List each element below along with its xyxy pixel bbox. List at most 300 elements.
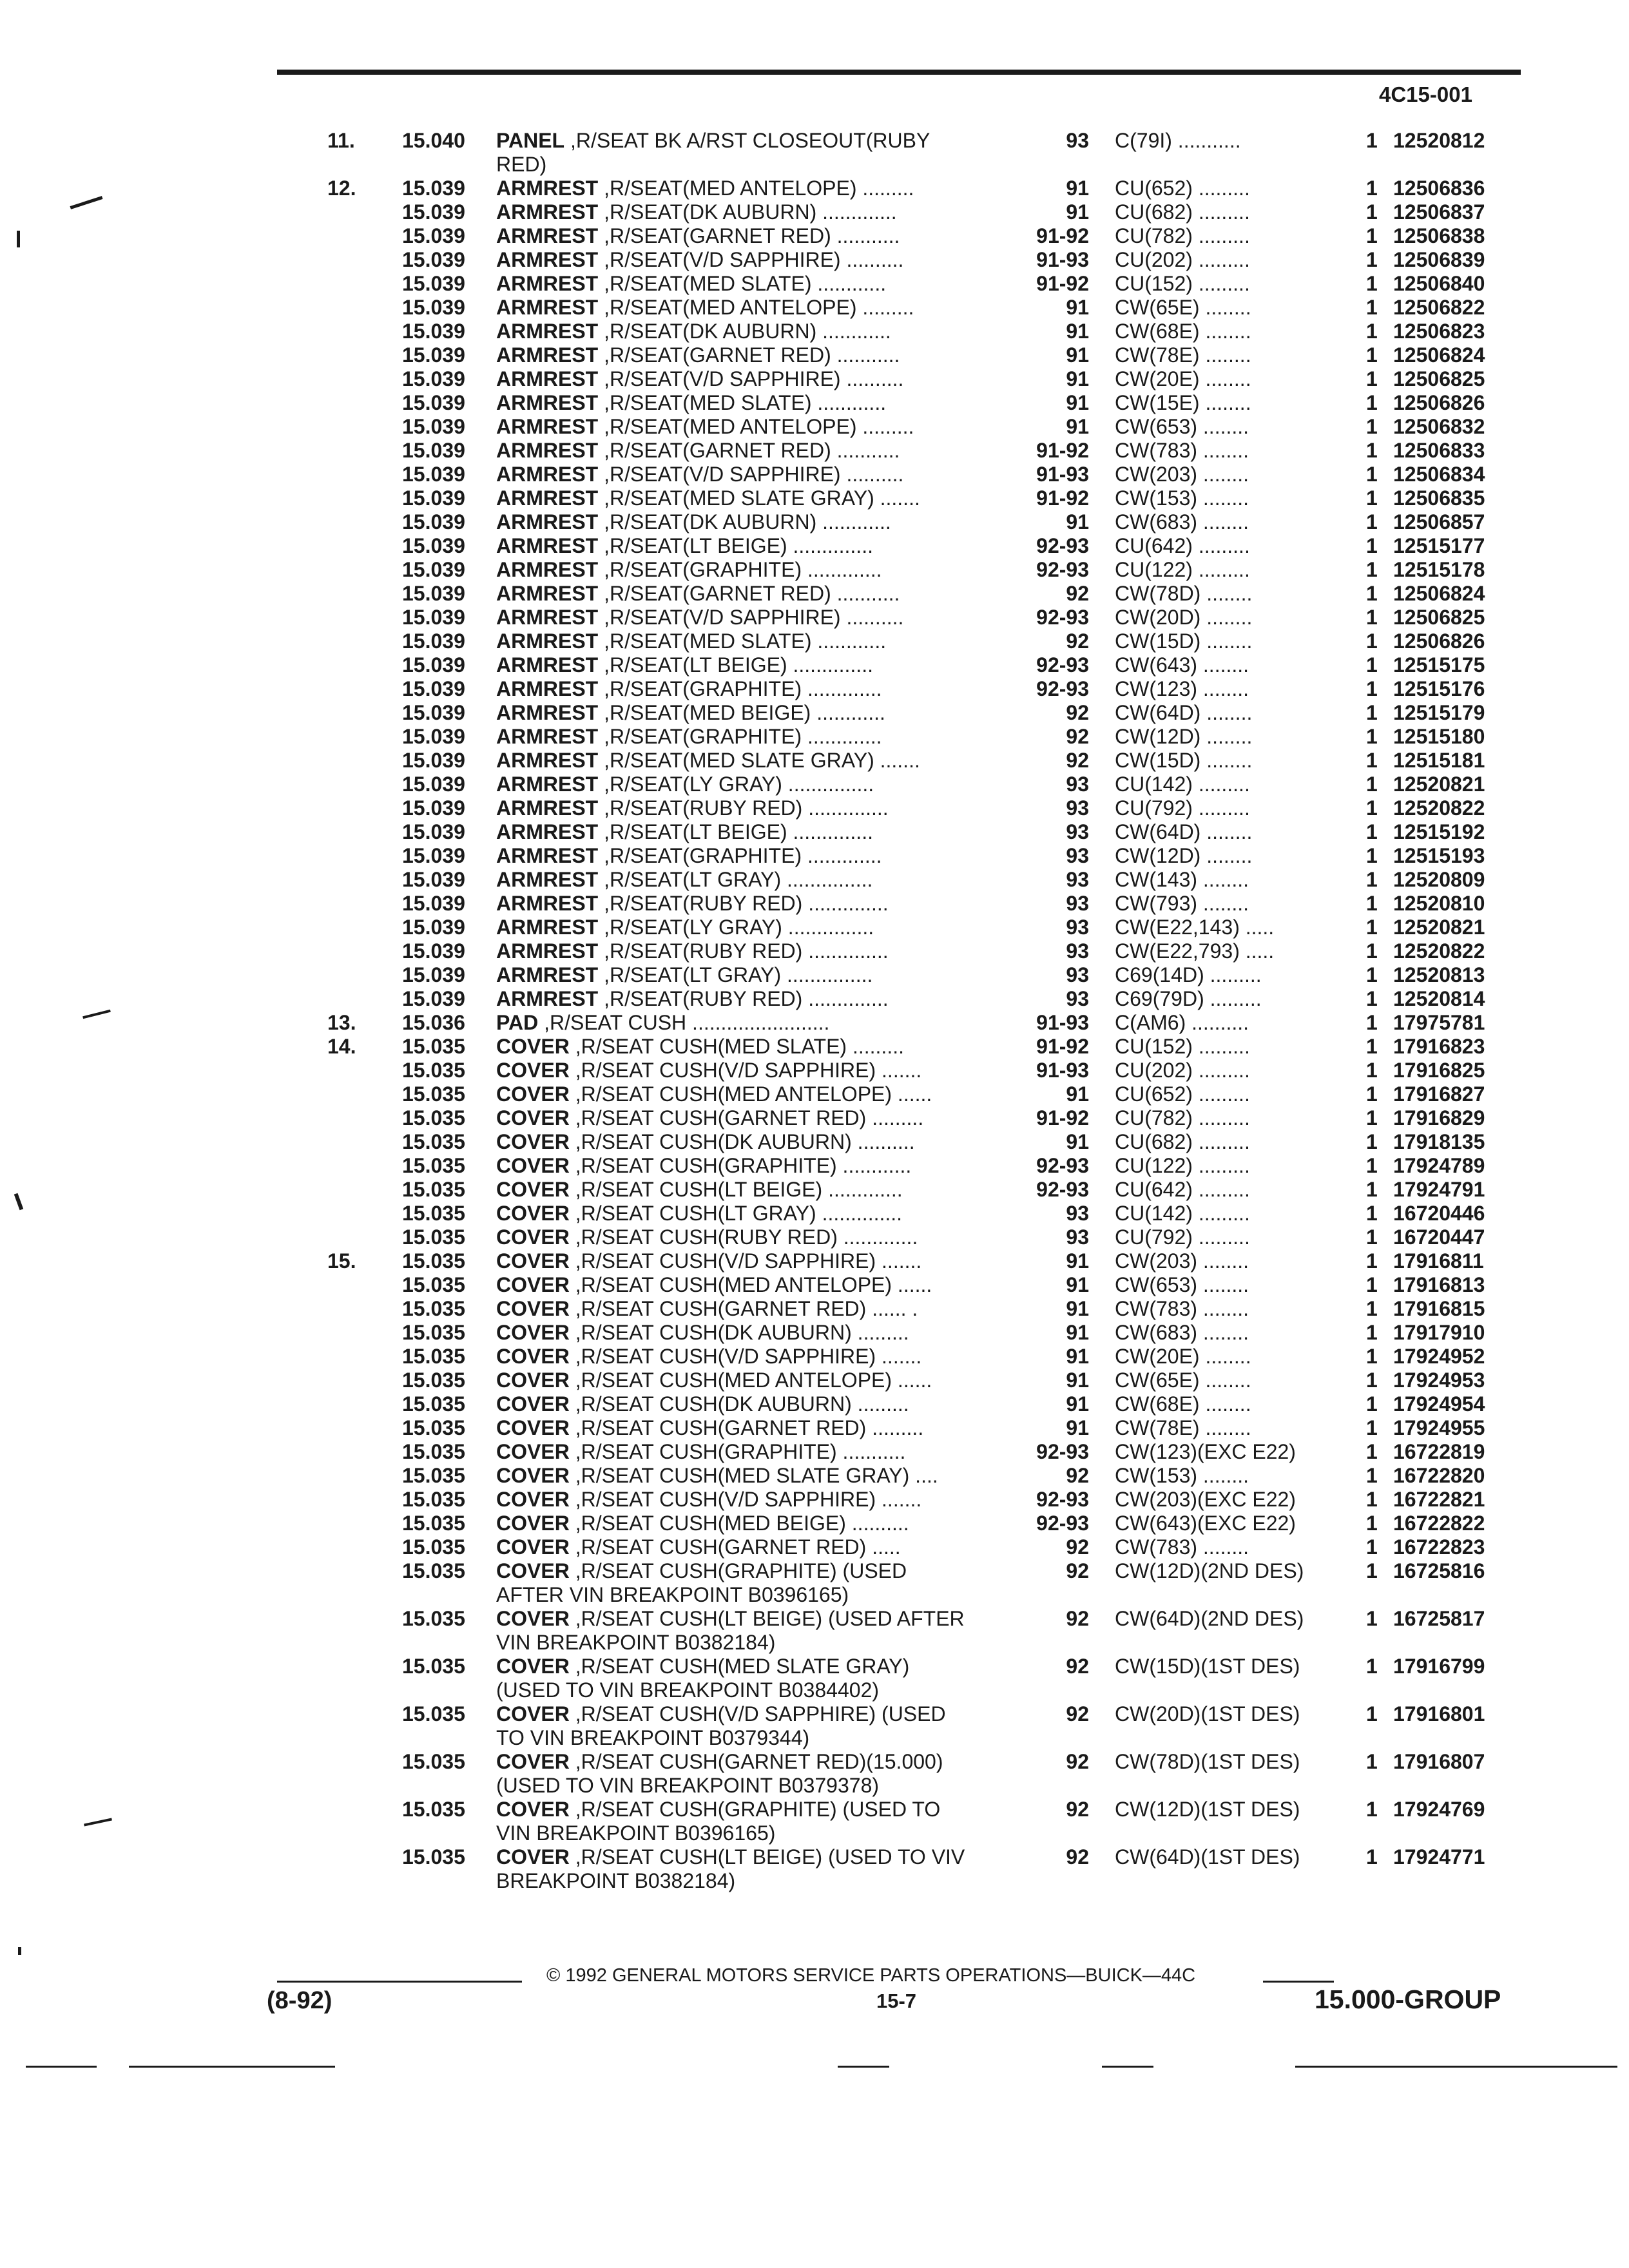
- table-row: [0, 963, 1629, 987]
- ref-number: 14.: [327, 1035, 356, 1058]
- part-noun: COVER: [496, 1321, 570, 1344]
- group-number: 15.035: [402, 1035, 465, 1058]
- part-number: 12506833: [1393, 439, 1485, 462]
- part-noun: COVER: [496, 1369, 570, 1392]
- part-detail-continued: (USED TO VIN BREAKPOINT B0384402): [496, 1678, 880, 1702]
- group-number: 15.035: [402, 1345, 465, 1368]
- part-description: [496, 629, 886, 653]
- part-description: [496, 296, 914, 320]
- part-description: [496, 1249, 921, 1273]
- part-detail: ,R/SEAT(GARNET RED) ...........: [604, 439, 900, 462]
- option-code: CW(653) ........: [1115, 1273, 1249, 1296]
- part-detail: ,R/SEAT CUSH(GARNET RED) .........: [575, 1106, 924, 1129]
- part-noun: COVER: [496, 1702, 570, 1725]
- part-description: [496, 415, 914, 439]
- table-row: [0, 1273, 1629, 1297]
- table-row: [0, 1512, 1629, 1535]
- part-noun: ARMREST: [496, 963, 599, 986]
- table-row: [0, 343, 1629, 367]
- quantity: 1: [1366, 558, 1378, 581]
- part-noun: ARMREST: [496, 534, 599, 557]
- part-noun: COVER: [496, 1464, 570, 1487]
- part-description: [496, 534, 873, 558]
- option-code: CW(15D)(1ST DES): [1115, 1655, 1300, 1678]
- part-noun: ARMREST: [496, 773, 599, 796]
- part-noun: ARMREST: [496, 725, 599, 748]
- part-noun: ARMREST: [496, 653, 599, 677]
- part-detail-continued: VIN BREAKPOINT B0382184): [496, 1631, 776, 1654]
- part-number: 17916825: [1393, 1059, 1485, 1082]
- quantity: 1: [1366, 796, 1378, 820]
- model-year: 92-93: [1036, 534, 1089, 557]
- table-row: [0, 939, 1629, 963]
- part-detail: ,R/SEAT(V/D SAPPHIRE) ..........: [604, 463, 904, 486]
- table-row: [0, 773, 1629, 796]
- part-noun: ARMREST: [496, 200, 599, 224]
- part-detail: ,R/SEAT(GRAPHITE) .............: [604, 844, 882, 867]
- part-detail-continued: AFTER VIN BREAKPOINT B0396165): [496, 1583, 849, 1606]
- group-number: 15.035: [402, 1130, 465, 1153]
- quantity: 1: [1366, 963, 1378, 986]
- quantity: 1: [1366, 629, 1378, 653]
- part-number: 17917910: [1393, 1321, 1485, 1344]
- quantity: 1: [1366, 939, 1378, 963]
- quantity: 1: [1366, 510, 1378, 533]
- table-row: [0, 1011, 1629, 1035]
- quantity: 1: [1366, 1845, 1378, 1869]
- quantity: 1: [1366, 1297, 1378, 1320]
- part-description: [496, 177, 914, 200]
- table-row: [0, 1750, 1629, 1798]
- option-code: CW(143) ........: [1115, 868, 1249, 891]
- quantity: 1: [1366, 486, 1378, 510]
- option-code: C(79I) ...........: [1115, 129, 1241, 152]
- option-code: CU(782) .........: [1115, 1106, 1250, 1129]
- part-description: [496, 1082, 932, 1106]
- quantity: 1: [1366, 1011, 1378, 1034]
- table-row: [0, 1488, 1629, 1512]
- part-detail: ,R/SEAT(LT BEIGE) ..............: [604, 820, 873, 843]
- part-number: 17924952: [1393, 1345, 1485, 1368]
- group-number: 15.035: [402, 1106, 465, 1129]
- table-row: [0, 439, 1629, 463]
- table-row: [0, 391, 1629, 415]
- table-row: [0, 1178, 1629, 1202]
- part-detail: ,R/SEAT CUSH(GRAPHITE) (USED TO: [575, 1798, 941, 1821]
- model-year: 91-92: [1036, 1035, 1089, 1058]
- option-code: CW(65E) ........: [1115, 296, 1251, 319]
- model-year: 92: [1066, 701, 1089, 724]
- model-year: 93: [1066, 939, 1089, 963]
- model-year: 91: [1066, 1392, 1089, 1416]
- option-code: CU(152) .........: [1115, 1035, 1250, 1058]
- part-noun: ARMREST: [496, 868, 599, 891]
- quantity: 1: [1366, 272, 1378, 295]
- quantity: 1: [1366, 1702, 1378, 1725]
- part-description: [496, 1798, 940, 1845]
- part-number: 17916827: [1393, 1082, 1485, 1106]
- option-code: CW(15D) ........: [1115, 629, 1253, 653]
- part-noun: COVER: [496, 1154, 570, 1177]
- part-description: [496, 248, 903, 272]
- model-year: 92-93: [1036, 558, 1089, 581]
- quantity: 1: [1366, 1154, 1378, 1177]
- part-noun: ARMREST: [496, 272, 599, 295]
- model-year: 91: [1066, 1249, 1089, 1273]
- option-code: CW(20E) ........: [1115, 1345, 1251, 1368]
- group-number: 15.035: [402, 1702, 465, 1725]
- part-number: 16725817: [1393, 1607, 1485, 1630]
- part-description: [496, 796, 889, 820]
- model-year: 91: [1066, 200, 1089, 224]
- option-code: CW(653) ........: [1115, 415, 1249, 438]
- part-number: 12506824: [1393, 582, 1485, 605]
- part-number: 17924771: [1393, 1845, 1485, 1869]
- part-description: [496, 343, 900, 367]
- part-detail: ,R/SEAT(RUBY RED) ..............: [604, 796, 889, 820]
- quantity: 1: [1366, 1440, 1378, 1463]
- group-number: 15.035: [402, 1297, 465, 1320]
- model-year: 91: [1066, 1297, 1089, 1320]
- part-detail-continued: (USED TO VIN BREAKPOINT B0379378): [496, 1774, 880, 1797]
- model-year: 91: [1066, 177, 1089, 200]
- part-number: 12520821: [1393, 773, 1485, 796]
- option-code: CU(122) .........: [1115, 558, 1250, 581]
- part-description: [496, 1750, 943, 1798]
- part-detail: ,R/SEAT(DK AUBURN) ............: [604, 510, 891, 533]
- model-year: 92-93: [1036, 1154, 1089, 1177]
- group-number: 15.039: [402, 653, 465, 677]
- group-number: 15.039: [402, 677, 465, 700]
- part-detail-continued: VIN BREAKPOINT B0396165): [496, 1821, 776, 1845]
- model-year: 92-93: [1036, 1178, 1089, 1201]
- option-code: CW(683) ........: [1115, 1321, 1249, 1344]
- option-code: CU(642) .........: [1115, 534, 1250, 557]
- table-row: [0, 749, 1629, 773]
- part-number: 12515179: [1393, 701, 1485, 724]
- part-detail: ,R/SEAT(DK AUBURN) ............: [604, 320, 891, 343]
- part-detail: ,R/SEAT(MED SLATE) ............: [604, 272, 887, 295]
- table-row: [0, 916, 1629, 939]
- table-row: [0, 1082, 1629, 1106]
- bottom-rule: [838, 2066, 889, 2068]
- part-number: 12515180: [1393, 725, 1485, 748]
- table-row: [0, 1225, 1629, 1249]
- table-row: [0, 892, 1629, 916]
- part-detail: ,R/SEAT(LT BEIGE) ..............: [604, 653, 873, 677]
- model-year: 91-92: [1036, 1106, 1089, 1129]
- table-row: [0, 701, 1629, 725]
- part-detail: ,R/SEAT(V/D SAPPHIRE) ..........: [604, 248, 904, 271]
- group-number: 15.039: [402, 534, 465, 557]
- model-year: 93: [1066, 963, 1089, 986]
- quantity: 1: [1366, 1535, 1378, 1559]
- part-number: 17916815: [1393, 1297, 1485, 1320]
- group-number: 15.035: [402, 1369, 465, 1392]
- model-year: 93: [1066, 796, 1089, 820]
- part-noun: PANEL: [496, 129, 565, 152]
- option-code: CU(682) .........: [1115, 200, 1250, 224]
- part-description: [496, 1607, 965, 1655]
- group-number: 15.039: [402, 415, 465, 438]
- part-noun: COVER: [496, 1798, 570, 1821]
- group-number: 15.039: [402, 200, 465, 224]
- part-number: 17924769: [1393, 1798, 1485, 1821]
- part-description: [496, 1702, 946, 1750]
- part-detail: ,R/SEAT CUSH(MED SLATE GRAY) ....: [575, 1464, 938, 1487]
- model-year: 91-93: [1036, 1011, 1089, 1034]
- part-noun: COVER: [496, 1202, 570, 1225]
- table-row: [0, 1202, 1629, 1225]
- table-row: [0, 1416, 1629, 1440]
- part-noun: COVER: [496, 1225, 570, 1249]
- part-detail: ,R/SEAT CUSH(RUBY RED) .............: [575, 1225, 918, 1249]
- option-code: CW(68E) ........: [1115, 1392, 1251, 1416]
- part-number: 17924954: [1393, 1392, 1485, 1416]
- part-description: [496, 606, 903, 629]
- quantity: 1: [1366, 582, 1378, 605]
- group-number: 15.035: [402, 1154, 465, 1177]
- table-row: [0, 534, 1629, 558]
- group-number: 15.039: [402, 486, 465, 510]
- part-noun: COVER: [496, 1297, 570, 1320]
- quantity: 1: [1366, 916, 1378, 939]
- part-number: 16722822: [1393, 1512, 1485, 1535]
- part-noun: COVER: [496, 1345, 570, 1368]
- part-detail: ,R/SEAT CUSH(MED SLATE GRAY): [575, 1655, 910, 1678]
- part-detail-continued: TO VIN BREAKPOINT B0379344): [496, 1726, 810, 1749]
- group-number: 15.035: [402, 1416, 465, 1439]
- part-detail: ,R/SEAT CUSH(V/D SAPPHIRE) .......: [575, 1249, 922, 1273]
- part-noun: ARMREST: [496, 510, 599, 533]
- table-row: [0, 463, 1629, 486]
- table-row: [0, 1059, 1629, 1082]
- option-code: CU(782) .........: [1115, 224, 1250, 247]
- option-code: CU(652) .........: [1115, 177, 1250, 200]
- part-description: [496, 653, 873, 677]
- part-detail: ,R/SEAT CUSH(GARNET RED) ...... .: [575, 1297, 918, 1320]
- part-detail-continued: BREAKPOINT B0382184): [496, 1869, 736, 1892]
- option-code: CW(15D) ........: [1115, 749, 1253, 772]
- option-code: CU(792) .........: [1115, 796, 1250, 820]
- part-noun: ARMREST: [496, 224, 599, 247]
- option-code: CU(122) .........: [1115, 1154, 1250, 1177]
- part-noun: ARMREST: [496, 987, 599, 1010]
- model-year: 91: [1066, 1369, 1089, 1392]
- quantity: 1: [1366, 1178, 1378, 1201]
- part-number: 12506835: [1393, 486, 1485, 510]
- group-number: 15.039: [402, 701, 465, 724]
- model-year: 92: [1066, 1750, 1089, 1773]
- option-code: CW(15E) ........: [1115, 391, 1251, 414]
- group-number: 15.035: [402, 1225, 465, 1249]
- footer-date: (8-92): [267, 1987, 333, 2014]
- model-year: 92: [1066, 1702, 1089, 1725]
- part-noun: COVER: [496, 1750, 570, 1773]
- option-code: C69(79D) .........: [1115, 987, 1262, 1010]
- table-row: [0, 200, 1629, 224]
- group-number: 15.039: [402, 629, 465, 653]
- part-number: 17924789: [1393, 1154, 1485, 1177]
- table-row: [0, 1130, 1629, 1154]
- part-description: [496, 129, 930, 177]
- part-description: [496, 1369, 932, 1392]
- part-description: [496, 1202, 902, 1225]
- quantity: 1: [1366, 844, 1378, 867]
- part-description: [496, 391, 886, 415]
- model-year: 91: [1066, 510, 1089, 533]
- table-row: [0, 844, 1629, 868]
- table-row: [0, 177, 1629, 200]
- part-number: 17916801: [1393, 1702, 1485, 1725]
- part-detail: ,R/SEAT(MED SLATE) ............: [604, 391, 887, 414]
- group-number: 15.035: [402, 1559, 465, 1582]
- model-year: 91: [1066, 1273, 1089, 1296]
- option-code: CW(65E) ........: [1115, 1369, 1251, 1392]
- part-detail: ,R/SEAT CUSH(DK AUBURN) ..........: [575, 1130, 915, 1153]
- group-number: 15.035: [402, 1464, 465, 1487]
- part-noun: COVER: [496, 1082, 570, 1106]
- part-noun: COVER: [496, 1178, 570, 1201]
- quantity: 1: [1366, 677, 1378, 700]
- part-detail: ,R/SEAT CUSH(V/D SAPPHIRE) (USED: [575, 1702, 946, 1725]
- group-number: 15.035: [402, 1202, 465, 1225]
- part-number: 12520822: [1393, 939, 1485, 963]
- part-noun: ARMREST: [496, 939, 599, 963]
- part-detail: ,R/SEAT(V/D SAPPHIRE) ..........: [604, 367, 904, 390]
- option-code: CW(793) ........: [1115, 892, 1249, 915]
- part-description: [496, 1178, 903, 1202]
- part-detail: ,R/SEAT(GRAPHITE) .............: [604, 677, 882, 700]
- group-number: 15.035: [402, 1321, 465, 1344]
- model-year: 92: [1066, 1559, 1089, 1582]
- quantity: 1: [1366, 1082, 1378, 1106]
- part-number: 12520813: [1393, 963, 1485, 986]
- part-description: [496, 868, 872, 892]
- group-number: 15.039: [402, 963, 465, 986]
- table-row: [0, 1559, 1629, 1607]
- group-number: 15.039: [402, 868, 465, 891]
- group-number: 15.039: [402, 796, 465, 820]
- table-row: [0, 1249, 1629, 1273]
- option-code: CU(652) .........: [1115, 1082, 1250, 1106]
- model-year: 92: [1066, 629, 1089, 653]
- quantity: 1: [1366, 1798, 1378, 1821]
- option-code: CW(78E) ........: [1115, 1416, 1251, 1439]
- part-description: [496, 1392, 909, 1416]
- group-number: 15.039: [402, 892, 465, 915]
- part-noun: COVER: [496, 1392, 570, 1416]
- quantity: 1: [1366, 773, 1378, 796]
- option-code: CW(12D)(2ND DES): [1115, 1559, 1304, 1582]
- part-detail: ,R/SEAT CUSH(MED ANTELOPE) ......: [575, 1369, 932, 1392]
- part-description: [496, 272, 886, 296]
- group-number: 15.035: [402, 1798, 465, 1821]
- part-detail: ,R/SEAT(GRAPHITE) .............: [604, 725, 882, 748]
- part-detail: ,R/SEAT(MED SLATE GRAY) .......: [604, 486, 920, 510]
- option-code: CU(642) .........: [1115, 1178, 1250, 1201]
- table-row: [0, 1106, 1629, 1130]
- group-number: 15.035: [402, 1655, 465, 1678]
- part-detail: ,R/SEAT CUSH(LT BEIGE) (USED TO VIV: [575, 1845, 965, 1869]
- group-number: 15.035: [402, 1512, 465, 1535]
- table-row: [0, 296, 1629, 320]
- group-number: 15.039: [402, 320, 465, 343]
- part-noun: COVER: [496, 1440, 570, 1463]
- option-code: CW(12D) ........: [1115, 844, 1253, 867]
- part-number: 17924791: [1393, 1178, 1485, 1201]
- part-detail-continued: RED): [496, 153, 547, 176]
- part-noun: COVER: [496, 1059, 570, 1082]
- quantity: 1: [1366, 1464, 1378, 1487]
- group-number: 15.035: [402, 1082, 465, 1106]
- quantity: 1: [1366, 1059, 1378, 1082]
- part-number: 12515176: [1393, 677, 1485, 700]
- quantity: 1: [1366, 343, 1378, 367]
- model-year: 92-93: [1036, 1440, 1089, 1463]
- part-detail: ,R/SEAT CUSH ........................: [544, 1011, 830, 1034]
- table-row: [0, 629, 1629, 653]
- part-noun: COVER: [496, 1559, 570, 1582]
- part-description: [496, 725, 882, 749]
- part-description: [496, 1321, 909, 1345]
- option-code: CW(203)(EXC E22): [1115, 1488, 1296, 1511]
- part-noun: ARMREST: [496, 892, 599, 915]
- part-number: 12506825: [1393, 367, 1485, 390]
- group-number: 15.039: [402, 916, 465, 939]
- model-year: 92: [1066, 749, 1089, 772]
- table-row: [0, 558, 1629, 582]
- option-code: CU(142) .........: [1115, 1202, 1250, 1225]
- part-noun: ARMREST: [496, 582, 599, 605]
- part-noun: COVER: [496, 1845, 570, 1869]
- quantity: 1: [1366, 415, 1378, 438]
- group-number: 15.035: [402, 1392, 465, 1416]
- option-code: CU(202) .........: [1115, 248, 1250, 271]
- part-number: 16722819: [1393, 1440, 1485, 1463]
- table-row: [0, 272, 1629, 296]
- part-detail: ,R/SEAT CUSH(MED BEIGE) ..........: [575, 1512, 909, 1535]
- part-description: [496, 1130, 915, 1154]
- option-code: CU(792) .........: [1115, 1225, 1250, 1249]
- option-code: CW(683) ........: [1115, 510, 1249, 533]
- model-year: 92: [1066, 725, 1089, 748]
- table-row: [0, 1535, 1629, 1559]
- part-number: 17916811: [1393, 1249, 1484, 1273]
- table-row: [0, 1440, 1629, 1464]
- group-number: 15.035: [402, 1059, 465, 1082]
- quantity: 1: [1366, 1607, 1378, 1630]
- table-row: [0, 1035, 1629, 1059]
- model-year: 92-93: [1036, 677, 1089, 700]
- option-code: CW(783) ........: [1115, 1297, 1249, 1320]
- model-year: 91: [1066, 415, 1089, 438]
- quantity: 1: [1366, 1512, 1378, 1535]
- quantity: 1: [1366, 463, 1378, 486]
- part-description: [496, 1297, 918, 1321]
- model-year: 92: [1066, 1535, 1089, 1559]
- quantity: 1: [1366, 1225, 1378, 1249]
- model-year: 91: [1066, 391, 1089, 414]
- part-detail: ,R/SEAT CUSH(MED SLATE) .........: [575, 1035, 904, 1058]
- quantity: 1: [1366, 653, 1378, 677]
- part-noun: ARMREST: [496, 796, 599, 820]
- part-number: 12506834: [1393, 463, 1485, 486]
- group-number: 15.035: [402, 1249, 465, 1273]
- quantity: 1: [1366, 224, 1378, 247]
- part-detail: ,R/SEAT CUSH(DK AUBURN) .........: [575, 1392, 909, 1416]
- part-noun: ARMREST: [496, 391, 599, 414]
